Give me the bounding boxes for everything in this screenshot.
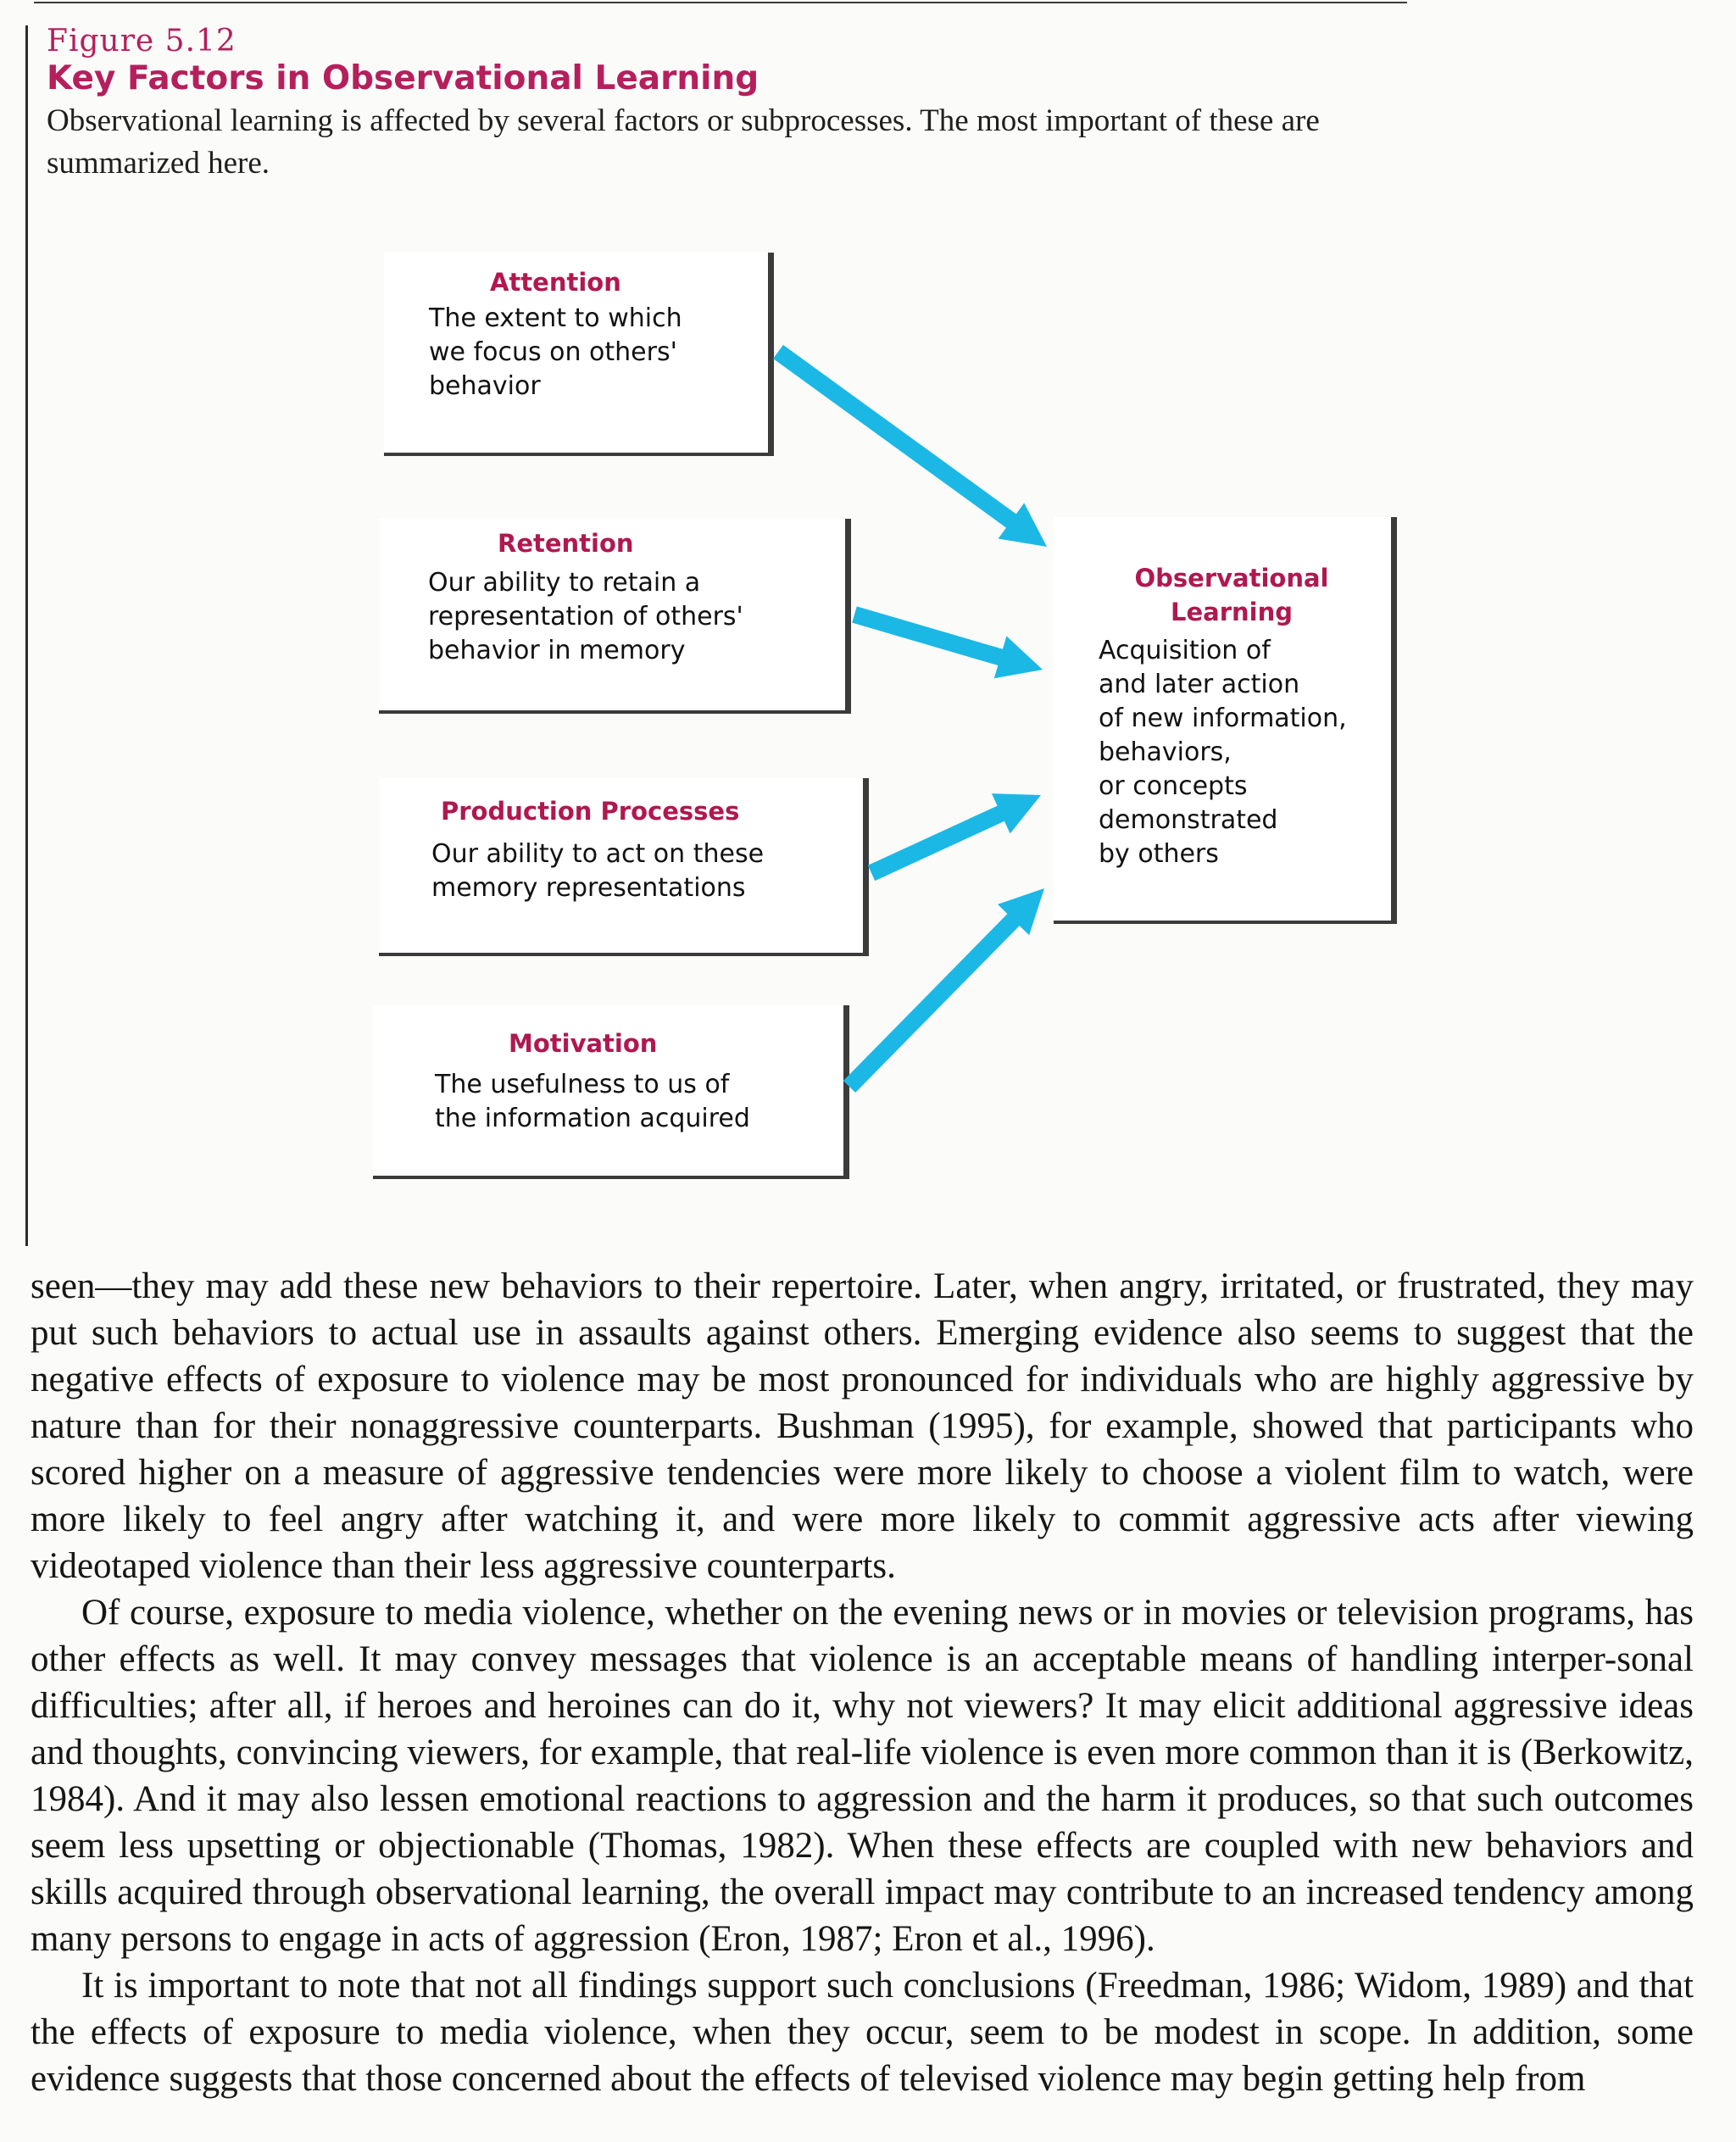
arrow-attention xyxy=(773,345,1047,547)
body-paragraph-2: Of course, exposure to media violence, whether on the evening news or in movies or television programs, has other effects as well. It may convey messages that violence is an acceptable means of handling interper-sonal difficulties; after all, if heroes and heroines can do it, why not viewers? It may elicit additional aggressive ideas and thoughts, convincing viewers, for example, that real-life violence is even more common than it is (Berkowitz, 1984). And it may also lessen emotional reactions to aggression and the harm it produces, so that such outcomes seem less upsetting or objectionable (Thomas, 1982). When these effects are coupled with new behaviors and skills acquired through observational learning, the overall impact may contribute to an increased tendency among many persons to engage in acts of aggression (Eron, 1987; Eron et al., 1996). xyxy=(31,1593,1694,1959)
arrow-motivation xyxy=(843,888,1044,1093)
figure-title: Key Factors in Observational Learning xyxy=(47,59,760,97)
factor-text-motivation: The usefulness to us of the information acquired xyxy=(435,1070,750,1133)
factor-text-retention: Our ability to retain a representation of others' behavior in memory xyxy=(428,568,743,665)
factor-text-attention: The extent to which we focus on others' behavior xyxy=(429,303,682,401)
figure-number: Figure 5.12 xyxy=(47,24,236,58)
body-text xyxy=(31,1263,1694,2102)
figure-caption: Observational learning is affected by several factors or subprocesses. The most important of these are summarized here. xyxy=(47,103,1320,181)
arrow-production xyxy=(868,793,1041,881)
factor-title-retention: Retention xyxy=(498,529,634,558)
outcome-title: Observational Learning xyxy=(1134,564,1329,626)
arrow-retention xyxy=(852,606,1043,678)
factor-title-attention: Attention xyxy=(490,268,621,297)
factor-title-production: Production Processes xyxy=(441,797,740,826)
outcome-text: Acquisition of and later action of new information, behaviors, or concepts demonstrated by others xyxy=(1099,636,1347,869)
body-paragraph-1: seen—they may add these new behaviors to their repertoire. Later, when angry, irritated, or frustrated, they may put such behaviors to actual use in assaults against others. Emerging evidence also seems to suggest that the negative effects of exposure to violence may be most pronounced for individuals who are highly aggressive by nature than for their nonaggressive counterparts. Bushman (1995), for example, showed that participants who scored higher on a measure of aggressive tendencies were more likely to choose a violent film to watch, were more likely to feel angry after watching it, and were more likely to commit aggressive acts after viewing videotaped violence than their less aggressive counterparts. xyxy=(31,1266,1694,1586)
body-paragraph-3: It is important to note that not all findings support such conclusions (Freedman, 1986; Widom, 1989) and that the effects of exposure to media violence, when they occur, seem to be modest in scope. In addition, some evidence suggests that those concerned about the effects of televised violence may begin getting help from xyxy=(31,1966,1694,2099)
factor-text-production: Our ability to act on these memory representations xyxy=(431,839,765,903)
factor-title-motivation: Motivation xyxy=(509,1029,658,1058)
